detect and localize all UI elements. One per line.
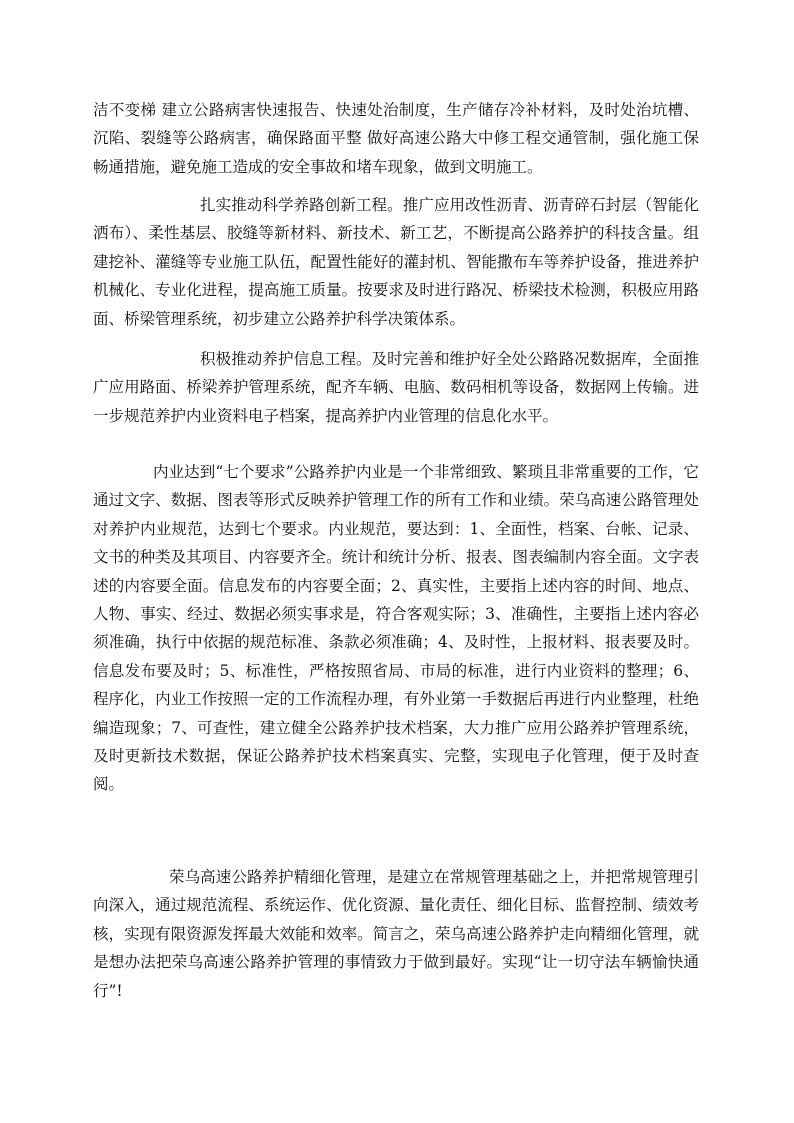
paragraph-scientific-maintenance: 扎实推动科学养路创新工程。推广应用改性沥青、沥青碎石封层（智能化洒布）、柔性基层、胶缝等新材料、新技术、新工艺，不断提高公路养护的科技含量。组建挖补、灌缝等专业施工队伍，配置性能好的灌封机、智能撒布车等养护设备，推进养护机械化、专业化进程，提高施工质量。按要求及时进行路况、桥梁技术检测，积极应用路面、桥梁管理系统，初步建立公路养护科学决策体系。: [93, 196, 699, 328]
paragraph-road-disease-handling: 洁不变梯 建立公路病害快速报告、快速处治制度，生产储存冷补材料，及时处治坑槽、沉陷、裂缝等公路病害，确保路面平整 做好高速公路大中修工程交通管制，强化施工保畅通措施，避免施工造成的安全事故和堵车现象，做到文明施工。: [93, 101, 699, 176]
paragraph-seven-requirements: 内业达到“七个要求”公路养护内业是一个非常细致、繁琐且非常重要的工作，它通过文字、数据、图表等形式反映养护管理工作的所有工作和业绩。荣乌高速公路管理处对养护内业规范，达到七个要求。内业规范，要达到：1、全面性，档案、台帐、记录、文书的种类及其项目、内容要齐全。统计和统计分析、报表、图表编制内容全面。文字表述的内容要全面。信息发布的内容要全面；2、真实性，主要指上述内容的时间、地点、人物、事实、经过、数据必须实事求是，符合客观实际；3、准确性，主要指上述内容必须准确，执行中依据的规范标准、条款必须准确；4、及时性，上报材料、报表要及时。信息发布要及时；5、标准性，严格按照省局、市局的标准，进行内业资料的整理；6、程序化，内业工作按照一定的工作流程办理，有外业第一手数据后再进行内业整理，杜绝编造现象；7、可查性，建立健全公路养护技术档案，大力推广应用公路养护管理系统，及时更新技术数据，保证公路养护技术档案真实、完整，实现电子化管理，便于及时查阅。: [93, 463, 699, 794]
paragraph-maintenance-information: 积极推动养护信息工程。及时完善和维护好全处公路路况数据库，全面推广应用路面、桥梁养护管理系统，配齐车辆、电脑、数码相机等设备，数据网上传输。进一步规范养护内业资料电子档案，提高养护内业管理的信息化水平。: [93, 350, 699, 425]
paragraph-refined-management: 荣乌高速公路养护精细化管理，是建立在常规管理基础之上，并把常规管理引向深入，通过规范流程、系统运作、优化资源、量化责任、细化目标、监督控制、绩效考核，实现有限资源发挥最大效能和效率。简言之，荣乌高速公路养护走向精细化管理，就是想办法把荣乌高速公路养护管理的事情致力于做到最好。实现“让一切守法车辆愉快通行”!: [93, 868, 699, 1000]
